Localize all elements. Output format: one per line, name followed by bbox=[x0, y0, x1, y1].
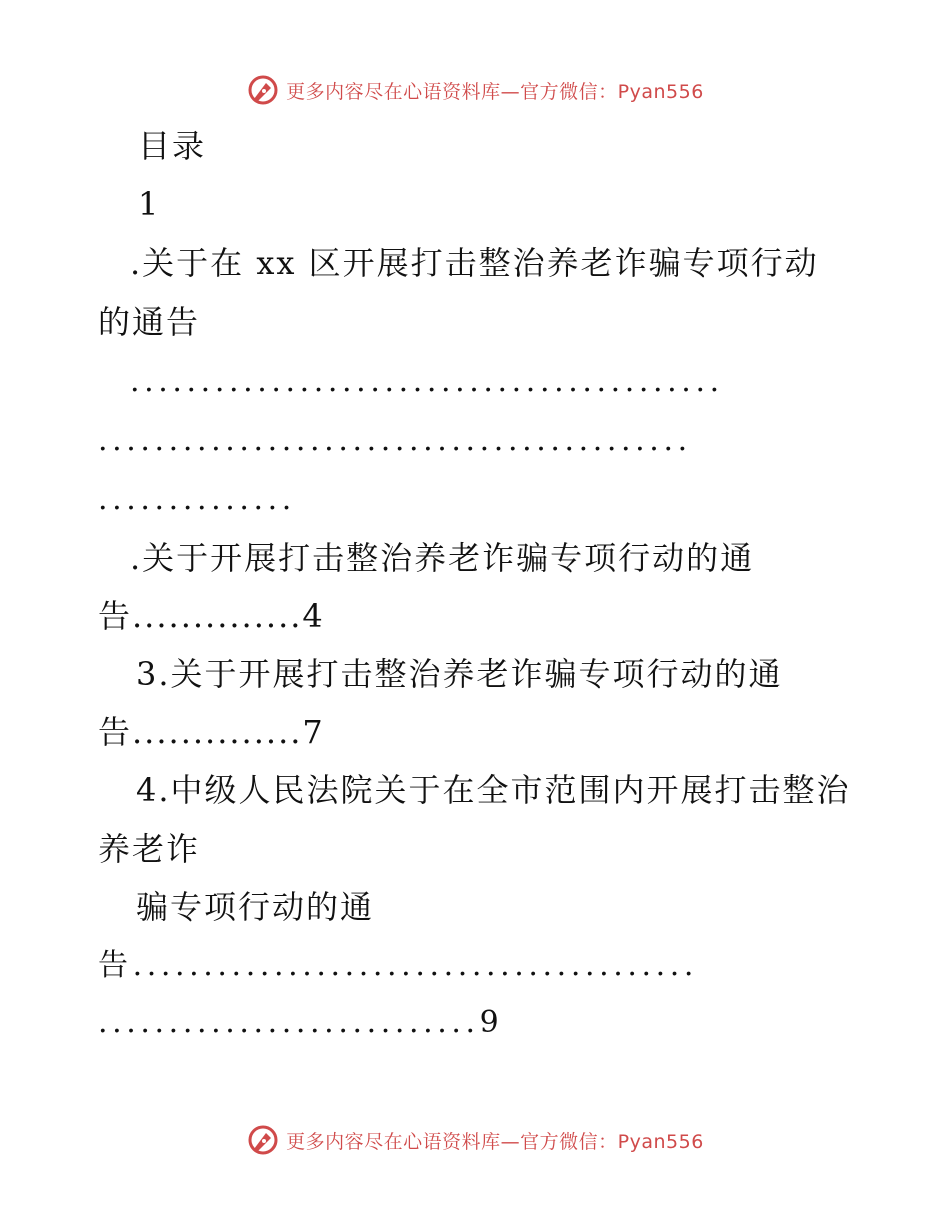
toc-entry-1-leader-3: .............. bbox=[98, 482, 296, 517]
toc-title: 目录 bbox=[138, 127, 207, 165]
header-watermark-banner bbox=[0, 70, 950, 110]
toc-entry-4-line-3: 骗专项行动的通 bbox=[136, 888, 375, 926]
toc-entry-3-line-2: 告..............7 bbox=[98, 713, 325, 751]
toc-entry-4-line-5: ...........................9 bbox=[98, 1005, 504, 1040]
footer-watermark-banner bbox=[0, 1120, 950, 1160]
pen-nib-logo-icon bbox=[246, 1123, 280, 1157]
toc-entry-1-leader-2: .......................................... bbox=[98, 423, 692, 458]
toc-entry-4-line-2: 养老诈 bbox=[98, 830, 201, 868]
toc-entry-3-line-1: 3.关于开展打击整治养老诈骗专项行动的通 bbox=[136, 655, 783, 693]
toc-entry-1-line-2: 的通告 bbox=[98, 303, 201, 341]
banner-text: 更多内容尽在心语资料库—官方微信：Pyan556 bbox=[286, 1130, 704, 1153]
toc-entry-2-line-2: 告..............4 bbox=[98, 597, 325, 635]
toc-number: 1 bbox=[138, 185, 161, 223]
toc-entry-1-leader-1: .......................................... bbox=[130, 364, 724, 399]
toc-entry-1-line-1: .关于在 xx 区开展打击整治养老诈骗专项行动 bbox=[130, 244, 819, 282]
toc-entry-4-line-1: 4.中级人民法院关于在全市范围内开展打击整治 bbox=[136, 771, 851, 809]
toc-entry-2-line-1: .关于开展打击整治养老诈骗专项行动的通 bbox=[130, 539, 755, 577]
toc-entry-4-line-4: 告........................................ bbox=[98, 948, 699, 983]
pen-nib-logo-icon bbox=[246, 73, 280, 107]
banner-text: 更多内容尽在心语资料库—官方微信：Pyan556 bbox=[286, 80, 704, 103]
